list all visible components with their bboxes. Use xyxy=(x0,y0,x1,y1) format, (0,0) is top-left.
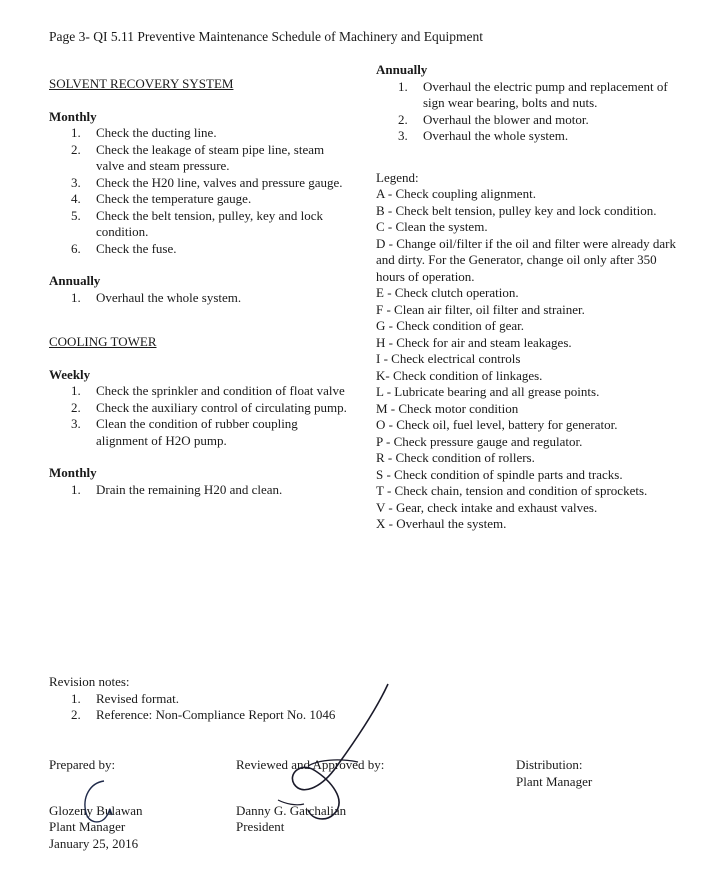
item-text: Overhaul the whole system. xyxy=(423,128,569,143)
prepared-by-name: Glozeny Bulawan xyxy=(49,802,143,818)
legend-item: C - Clean the system. xyxy=(376,219,488,234)
section-title-solvent: SOLVENT RECOVERY SYSTEM xyxy=(49,76,234,91)
distribution-value: Plant Manager xyxy=(516,773,593,789)
item-text: Revised format. xyxy=(96,690,180,706)
item-number: 2. xyxy=(398,111,408,127)
item-number: 4. xyxy=(71,191,81,206)
group-label-weekly: Weekly xyxy=(49,366,91,382)
item-text: Check the temperature gauge. xyxy=(96,191,252,206)
list-item xyxy=(376,112,676,129)
left-column xyxy=(49,76,349,498)
legend-item: X - Overhaul the system. xyxy=(376,516,507,531)
item-number: 6. xyxy=(71,240,81,256)
prepared-by-label: Prepared by: xyxy=(49,757,116,772)
reviewed-by-block xyxy=(236,757,476,836)
group-label-annually: Annually xyxy=(376,62,428,77)
legend-item: I - Check electrical controls xyxy=(376,351,521,366)
revision-list xyxy=(49,691,449,724)
list-item xyxy=(49,400,349,417)
item-number: 1. xyxy=(71,125,81,140)
legend-item: A - Check coupling alignment. xyxy=(376,186,536,201)
prepared-by-role: Plant Manager xyxy=(49,819,126,834)
prepared-by-date: January 25, 2016 xyxy=(49,835,139,851)
legend-item: G - Check condition of gear. xyxy=(376,318,525,333)
legend-item: H - Check for air and steam leakages. xyxy=(376,334,572,350)
item-number: 3. xyxy=(71,174,81,190)
list-item xyxy=(49,290,349,307)
list-item xyxy=(49,691,449,708)
item-number: 2. xyxy=(71,141,81,157)
item-text: Drain the remaining H20 and clean. xyxy=(96,481,283,497)
cooling-monthly-list xyxy=(49,482,349,499)
page-title: Page 3- QI 5.11 Preventive Maintenance Schedule of Machinery and Equipment xyxy=(49,29,483,44)
legend-item: O - Check oil, fuel level, battery for generator. xyxy=(376,417,618,432)
prepared-by-block xyxy=(49,757,219,852)
legend-item: M - Check motor condition xyxy=(376,400,519,416)
item-number: 3. xyxy=(398,128,408,143)
item-text: Check the auxiliary control of circulating pump. xyxy=(96,399,347,415)
group-label-monthly: Monthly xyxy=(49,465,97,480)
item-text: Reference: Non-Compliance Report No. 1046 xyxy=(96,707,336,722)
legend-item: L - Lubricate bearing and all grease points. xyxy=(376,384,600,399)
group-label-annually: Annually xyxy=(49,273,101,288)
list-item xyxy=(49,191,349,208)
list-item xyxy=(49,175,349,192)
list-item xyxy=(376,128,676,145)
item-number: 3. xyxy=(71,416,81,431)
list-item xyxy=(49,416,349,449)
item-text: Clean the condition of rubber coupling alignment of H2O pump. xyxy=(96,416,298,448)
item-text: Check the fuse. xyxy=(96,240,177,256)
legend-item: P - Check pressure gauge and regulator. xyxy=(376,433,583,449)
legend-item: V - Gear, check intake and exhaust valves. xyxy=(376,499,598,515)
item-number: 5. xyxy=(71,207,81,223)
list-item xyxy=(49,707,449,724)
legend-list xyxy=(376,186,676,533)
legend-item: R - Check condition of rollers. xyxy=(376,450,535,465)
item-text: Check the sprinkler and condition of float valve xyxy=(96,383,345,398)
distribution-block xyxy=(516,757,686,790)
cooling-weekly-list xyxy=(49,383,349,449)
legend-item: F - Clean air filter, oil filter and strainer. xyxy=(376,301,585,317)
item-number: 1. xyxy=(71,481,81,497)
list-item xyxy=(49,208,349,241)
legend-title: Legend: xyxy=(376,169,419,185)
list-item xyxy=(49,142,349,175)
item-number: 1. xyxy=(71,289,81,305)
solvent-monthly-list xyxy=(49,125,349,257)
distribution-label: Distribution: xyxy=(516,757,583,772)
list-item xyxy=(49,125,349,142)
legend-item: E - Check clutch operation. xyxy=(376,285,519,300)
legend-item: T - Check chain, tension and condition of sprockets. xyxy=(376,483,648,498)
item-number: 2. xyxy=(71,399,81,415)
item-text: Check the H20 line, valves and pressure gauge. xyxy=(96,174,343,190)
right-column xyxy=(376,62,676,533)
revision-title: Revision notes: xyxy=(49,674,130,689)
item-text: Check the belt tension, pulley, key and lock condition. xyxy=(96,207,323,239)
reviewed-by-name: Danny G. Gatchalian xyxy=(236,802,347,818)
legend-item: D - Change oil/filter if the oil and filter were already dark and dirty. For the Generator, change oil only after 350 hours of operation. xyxy=(376,235,676,284)
item-number: 2. xyxy=(71,707,81,722)
reviewed-by-label: Reviewed and Approved by: xyxy=(236,757,385,772)
list-item xyxy=(49,482,349,499)
item-text: Overhaul the whole system. xyxy=(96,289,242,305)
list-item xyxy=(49,241,349,258)
reviewed-by-role: President xyxy=(236,819,285,834)
item-text: Check the leakage of steam pipe line, steam valve and steam pressure. xyxy=(96,141,325,173)
revision-notes xyxy=(49,674,449,724)
list-item xyxy=(376,79,676,112)
solvent-annually-list xyxy=(49,290,349,307)
list-item xyxy=(49,383,349,400)
item-number: 1. xyxy=(398,78,408,94)
legend-item: S - Check condition of spindle parts and tracks. xyxy=(376,466,623,482)
right-annually-list xyxy=(376,79,676,145)
item-text: Overhaul the electric pump and replacement of sign wear bearing, bolts and nuts. xyxy=(423,78,668,110)
item-number: 1. xyxy=(71,383,81,398)
legend-item: B - Check belt tension, pulley key and lock condition. xyxy=(376,202,657,218)
legend-item: K- Check condition of linkages. xyxy=(376,367,543,383)
item-number: 1. xyxy=(71,690,81,706)
item-text: Overhaul the blower and motor. xyxy=(423,111,589,127)
item-text: Check the ducting line. xyxy=(96,125,217,140)
group-label-monthly: Monthly xyxy=(49,108,97,124)
section-title-cooling: COOLING TOWER xyxy=(49,334,157,349)
